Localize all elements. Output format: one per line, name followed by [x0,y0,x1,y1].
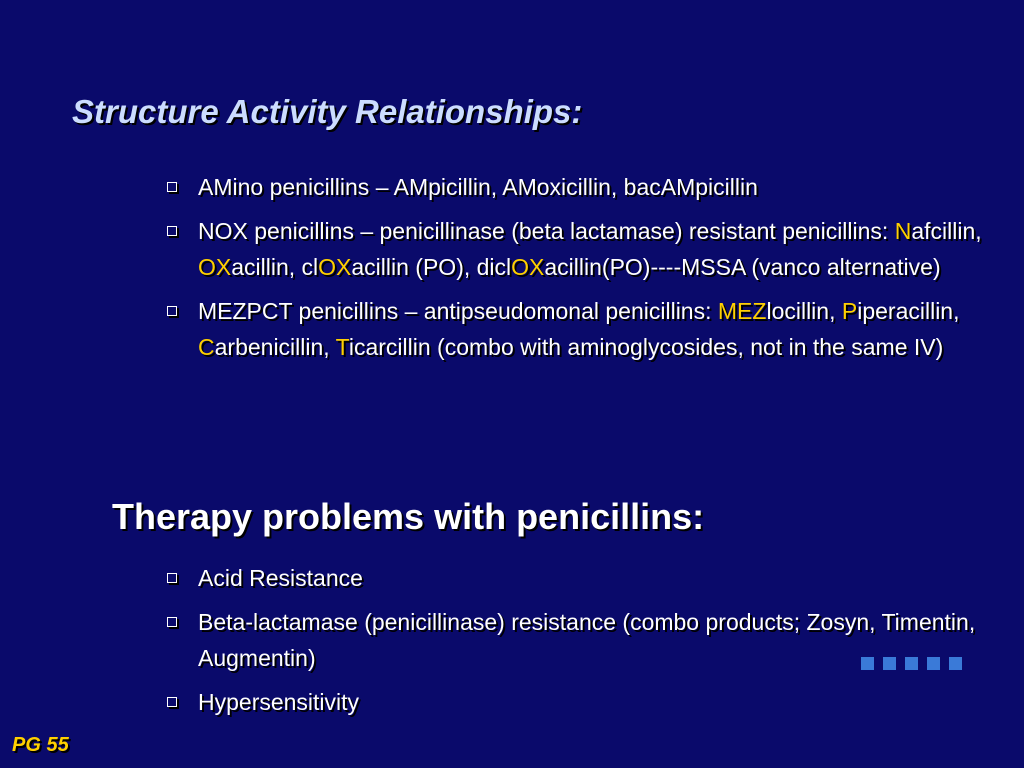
sar-bullet-item [165,213,1000,285]
bullet-text: Hypersensitivity [198,689,360,715]
sar-bullet-item [165,169,1000,205]
decor-square [927,657,940,670]
bullet-text: acillin, cl [231,254,319,280]
hollow-square-bullet-icon [167,182,177,192]
square-dots-decoration-icon [861,657,962,670]
highlighted-letters: MEZ [717,298,767,324]
highlighted-letters: P [841,298,858,324]
bullet-text: locillin, [766,298,842,324]
decor-square [883,657,896,670]
highlighted-letters: OX [318,254,352,280]
bullet-text: iperacillin, [857,298,960,324]
decor-square [905,657,918,670]
sar-bullet-item [165,293,1000,365]
therapy-problem-bullet-item [165,684,1000,720]
page-number-label: PG 55 [12,734,69,756]
bullet-text: acillin(PO)----MSSA (vanco alternative) [544,254,941,280]
bullet-text: acillin (PO), dicl [351,254,512,280]
highlighted-letters: T [335,334,349,360]
highlighted-letters: OX [198,254,232,280]
highlighted-letters: OX [511,254,545,280]
bullet-text: Beta-lactamase (penicillinase) resistance (combo products; Zosyn, Timentin, Augmentin) [198,609,976,671]
bullet-text: afcillin, [911,218,982,244]
hollow-square-bullet-icon [167,697,177,707]
sar-bullet-list [165,169,1000,365]
bullet-text: NOX penicillins – penicillinase (beta lactamase) resistant penicillins: [198,218,895,244]
hollow-square-bullet-icon [167,617,177,627]
bullet-text: MEZPCT penicillins – antipseudomonal penicillins: [198,298,718,324]
hollow-square-bullet-icon [167,226,177,236]
hollow-square-bullet-icon [167,306,177,316]
therapy-problem-bullet-item [165,560,1000,596]
decor-square [861,657,874,670]
bullet-text: arbenicillin, [214,334,336,360]
therapy-problems-bullet-list [165,560,1000,720]
highlighted-letters: C [198,334,215,360]
bullet-text: icarcillin (combo with aminoglycosides, not in the same IV) [348,334,944,360]
bullet-text: Acid Resistance [198,565,363,591]
therapy-problems-heading: Therapy problems with penicillins: [112,496,705,537]
decor-square [949,657,962,670]
slide-title: Structure Activity Relationships: [72,93,583,130]
bullet-text: AMino penicillins – AMpicillin, AMoxicillin, bacAMpicillin [198,174,758,200]
highlighted-letters: N [894,218,912,244]
hollow-square-bullet-icon [167,573,177,583]
